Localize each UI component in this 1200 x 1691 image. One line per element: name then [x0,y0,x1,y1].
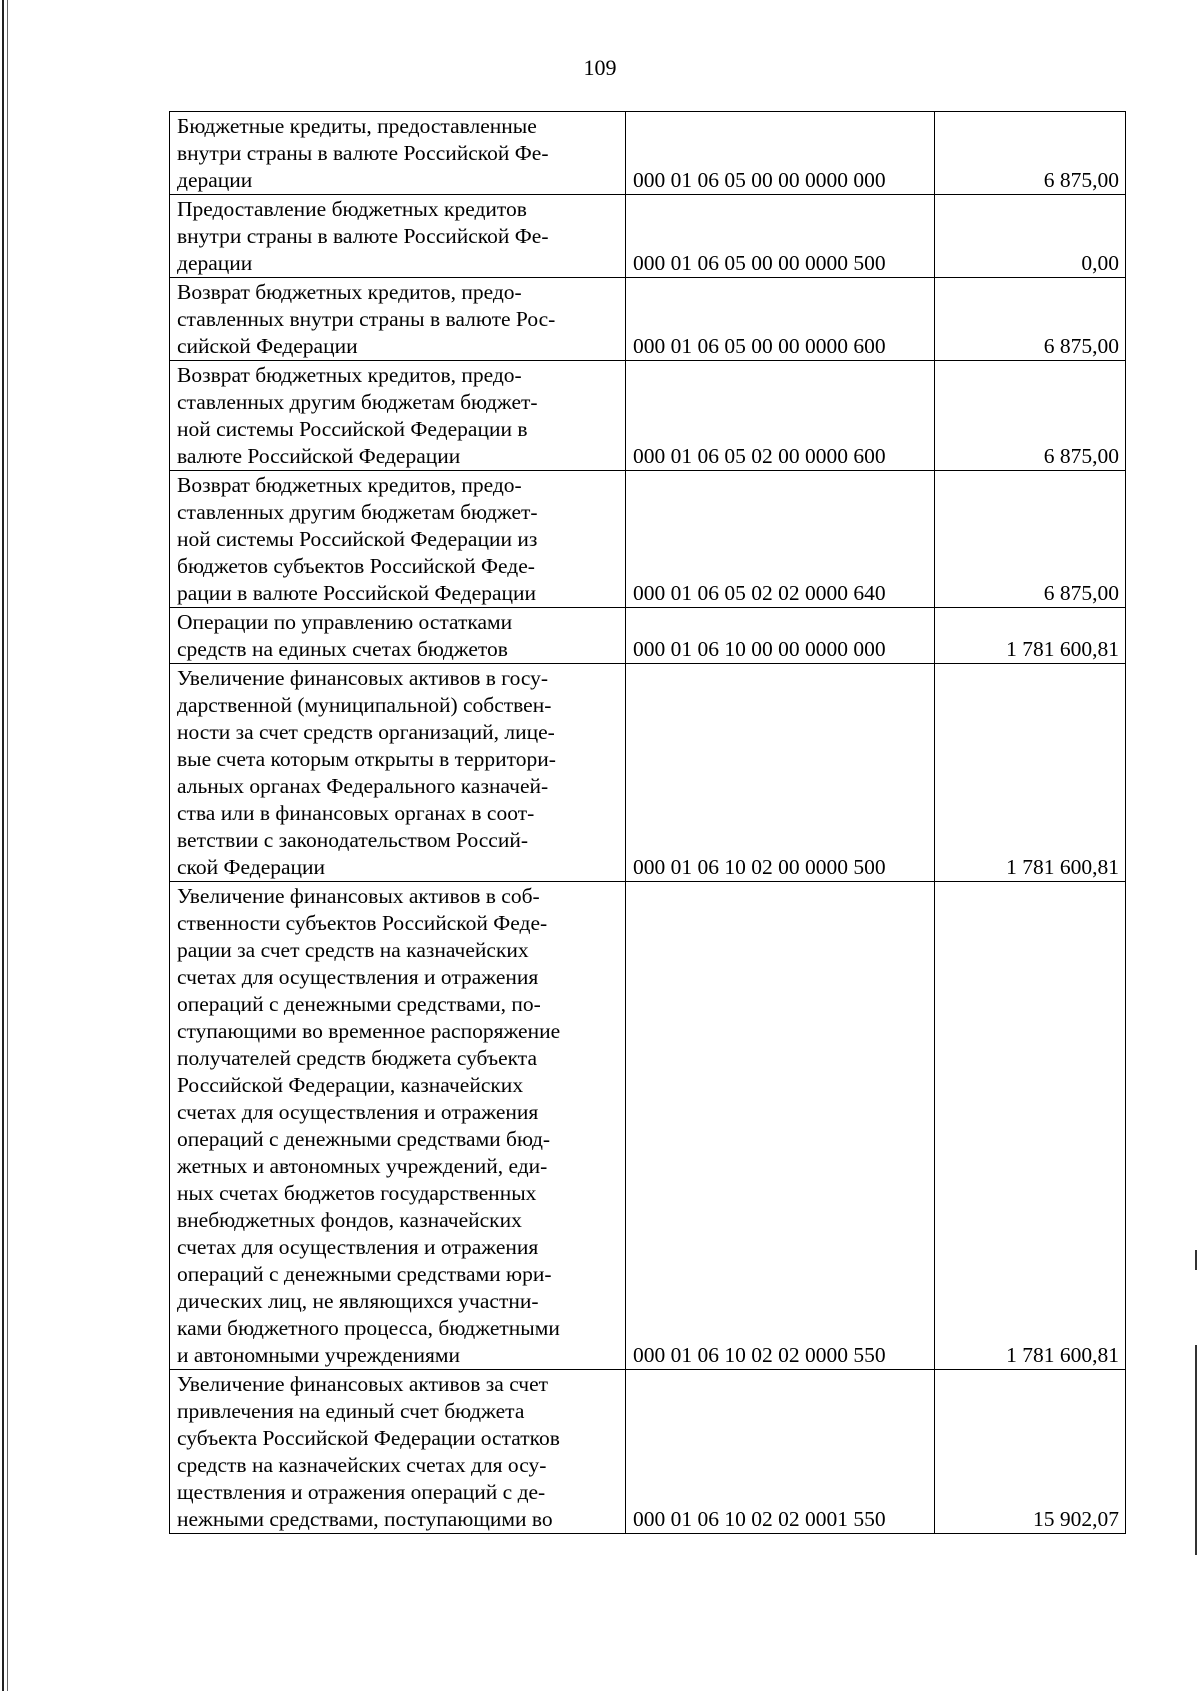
amount-value: 6 875,00 [935,278,1126,361]
description-line: средств на казначейских счетах для осу- [177,1453,547,1477]
description-line: внутри страны в валюте Российской Фе- [177,224,549,248]
description-line: Возврат бюджетных кредитов, предо- [177,363,522,387]
table-row [170,608,1126,664]
description-line: Бюджетные кредиты, предоставленные [177,114,537,138]
description-line: альных органах Федерального казначей- [177,774,549,798]
description-line: жетных и автономных учреждений, еди- [177,1154,548,1178]
description-line: ветствии с законодательством Россий- [177,828,529,852]
amount-value: 1 781 600,81 [935,608,1126,664]
description-line: Увеличение финансовых активов за счет [177,1372,549,1396]
description-line: счетах для осуществления и отражения [177,1100,539,1124]
table-row [170,361,1126,471]
amount-value: 0,00 [935,195,1126,278]
description-line: дарственной (муниципальной) собствен- [177,693,552,717]
description-line: счетах для осуществления и отражения [177,1235,539,1259]
description-line: дерации [177,168,253,192]
description-line: средств на единых счетах бюджетов [177,637,508,661]
description-line: Возврат бюджетных кредитов, предо- [177,280,522,304]
description-line: ственности субъектов Российской Феде- [177,911,548,935]
description-line: ной системы Российской Федерации из [177,527,538,551]
budget-classification-code: 000 01 06 10 00 00 0000 000 [626,608,935,664]
amount-value: 6 875,00 [935,112,1126,195]
description-line: субъекта Российской Федерации остатков [177,1426,560,1450]
description-line: Увеличение финансовых активов в соб- [177,884,540,908]
description-line: ступающими во временное распоряжение [177,1019,561,1043]
description-line: ставленных внутри страны в валюте Рос- [177,307,556,331]
budget-classification-code: 000 01 06 10 02 00 0000 500 [626,664,935,882]
budget-classification-code: 000 01 06 05 00 00 0000 000 [626,112,935,195]
description-line: ной системы Российской Федерации в [177,417,528,441]
amount-value: 1 781 600,81 [935,664,1126,882]
description-line: ками бюджетного процесса, бюджетными [177,1316,560,1340]
description-line: дерации [177,251,253,275]
description-line: привлечения на единый счет бюджета [177,1399,525,1423]
description-line: Увеличение финансовых активов в госу- [177,666,549,690]
amount-value: 6 875,00 [935,471,1126,608]
row-description [170,608,626,664]
description-line: вые счета которым открыты в территори- [177,747,556,771]
description-line: ской Федерации [177,855,326,879]
budget-table [169,111,1126,1534]
description-line: Российской Федерации, казначейских [177,1073,524,1097]
description-line: сийской Федерации [177,334,358,358]
description-line: внебюджетных фондов, казначейских [177,1208,522,1232]
row-description [170,471,626,608]
description-line: бюджетов субъектов Российской Феде- [177,554,535,578]
row-description [170,112,626,195]
description-line: ных счетах бюджетов государственных [177,1181,537,1205]
table-row [170,882,1126,1370]
description-line: операций с денежными средствами бюд- [177,1127,551,1151]
row-description [170,361,626,471]
table-row [170,195,1126,278]
scan-edge-left-inner [7,0,8,1691]
description-line: внутри страны в валюте Российской Фе- [177,141,549,165]
budget-classification-code: 000 01 06 05 02 00 0000 600 [626,361,935,471]
budget-classification-code: 000 01 06 10 02 02 0001 550 [626,1370,935,1534]
description-line: рации за счет средств на казначейских [177,938,529,962]
table-row [170,471,1126,608]
description-line: операций с денежными средствами, по- [177,992,541,1016]
budget-classification-code: 000 01 06 05 00 00 0000 500 [626,195,935,278]
description-line: ставленных другим бюджетам бюджет- [177,390,538,414]
description-line: ности за счет средств организаций, лице- [177,720,555,744]
row-description [170,195,626,278]
description-line: нежными средствами, поступающими во [177,1507,553,1531]
table-row [170,112,1126,195]
description-line: операций с денежными средствами юри- [177,1262,552,1286]
description-line: ства или в финансовых органах в соот- [177,801,535,825]
page-number: 109 [583,55,617,80]
description-line: получателей средств бюджета субъекта [177,1046,537,1070]
description-line: дических лиц, не являющихся участни- [177,1289,539,1313]
description-line: и автономными учреждениями [177,1343,460,1367]
description-line: счетах для осуществления и отражения [177,965,539,989]
amount-value: 15 902,07 [935,1370,1126,1534]
description-line: Предоставление бюджетных кредитов [177,197,527,221]
description-line: валюте Российской Федерации [177,444,461,468]
description-line: Возврат бюджетных кредитов, предо- [177,473,522,497]
row-description [170,664,626,882]
budget-classification-code: 000 01 06 05 00 00 0000 600 [626,278,935,361]
budget-classification-code: 000 01 06 05 02 02 0000 640 [626,471,935,608]
budget-classification-code: 000 01 06 10 02 02 0000 550 [626,882,935,1370]
row-description [170,278,626,361]
description-line: Операции по управлению остатками [177,610,513,634]
table-row [170,278,1126,361]
amount-value: 1 781 600,81 [935,882,1126,1370]
amount-value: 6 875,00 [935,361,1126,471]
description-line: ществления и отражения операций с де- [177,1480,546,1504]
scan-mark-right [1195,1250,1197,1270]
description-line: рации в валюте Российской Федерации [177,581,537,605]
table-row [170,1370,1126,1534]
row-description [170,882,626,1370]
description-line: ставленных другим бюджетам бюджет- [177,500,538,524]
row-description [170,1370,626,1534]
table-row [170,664,1126,882]
scan-edge-left [2,0,4,1691]
budget-table-body [170,112,1126,1534]
scan-edge-right [1195,1345,1197,1555]
